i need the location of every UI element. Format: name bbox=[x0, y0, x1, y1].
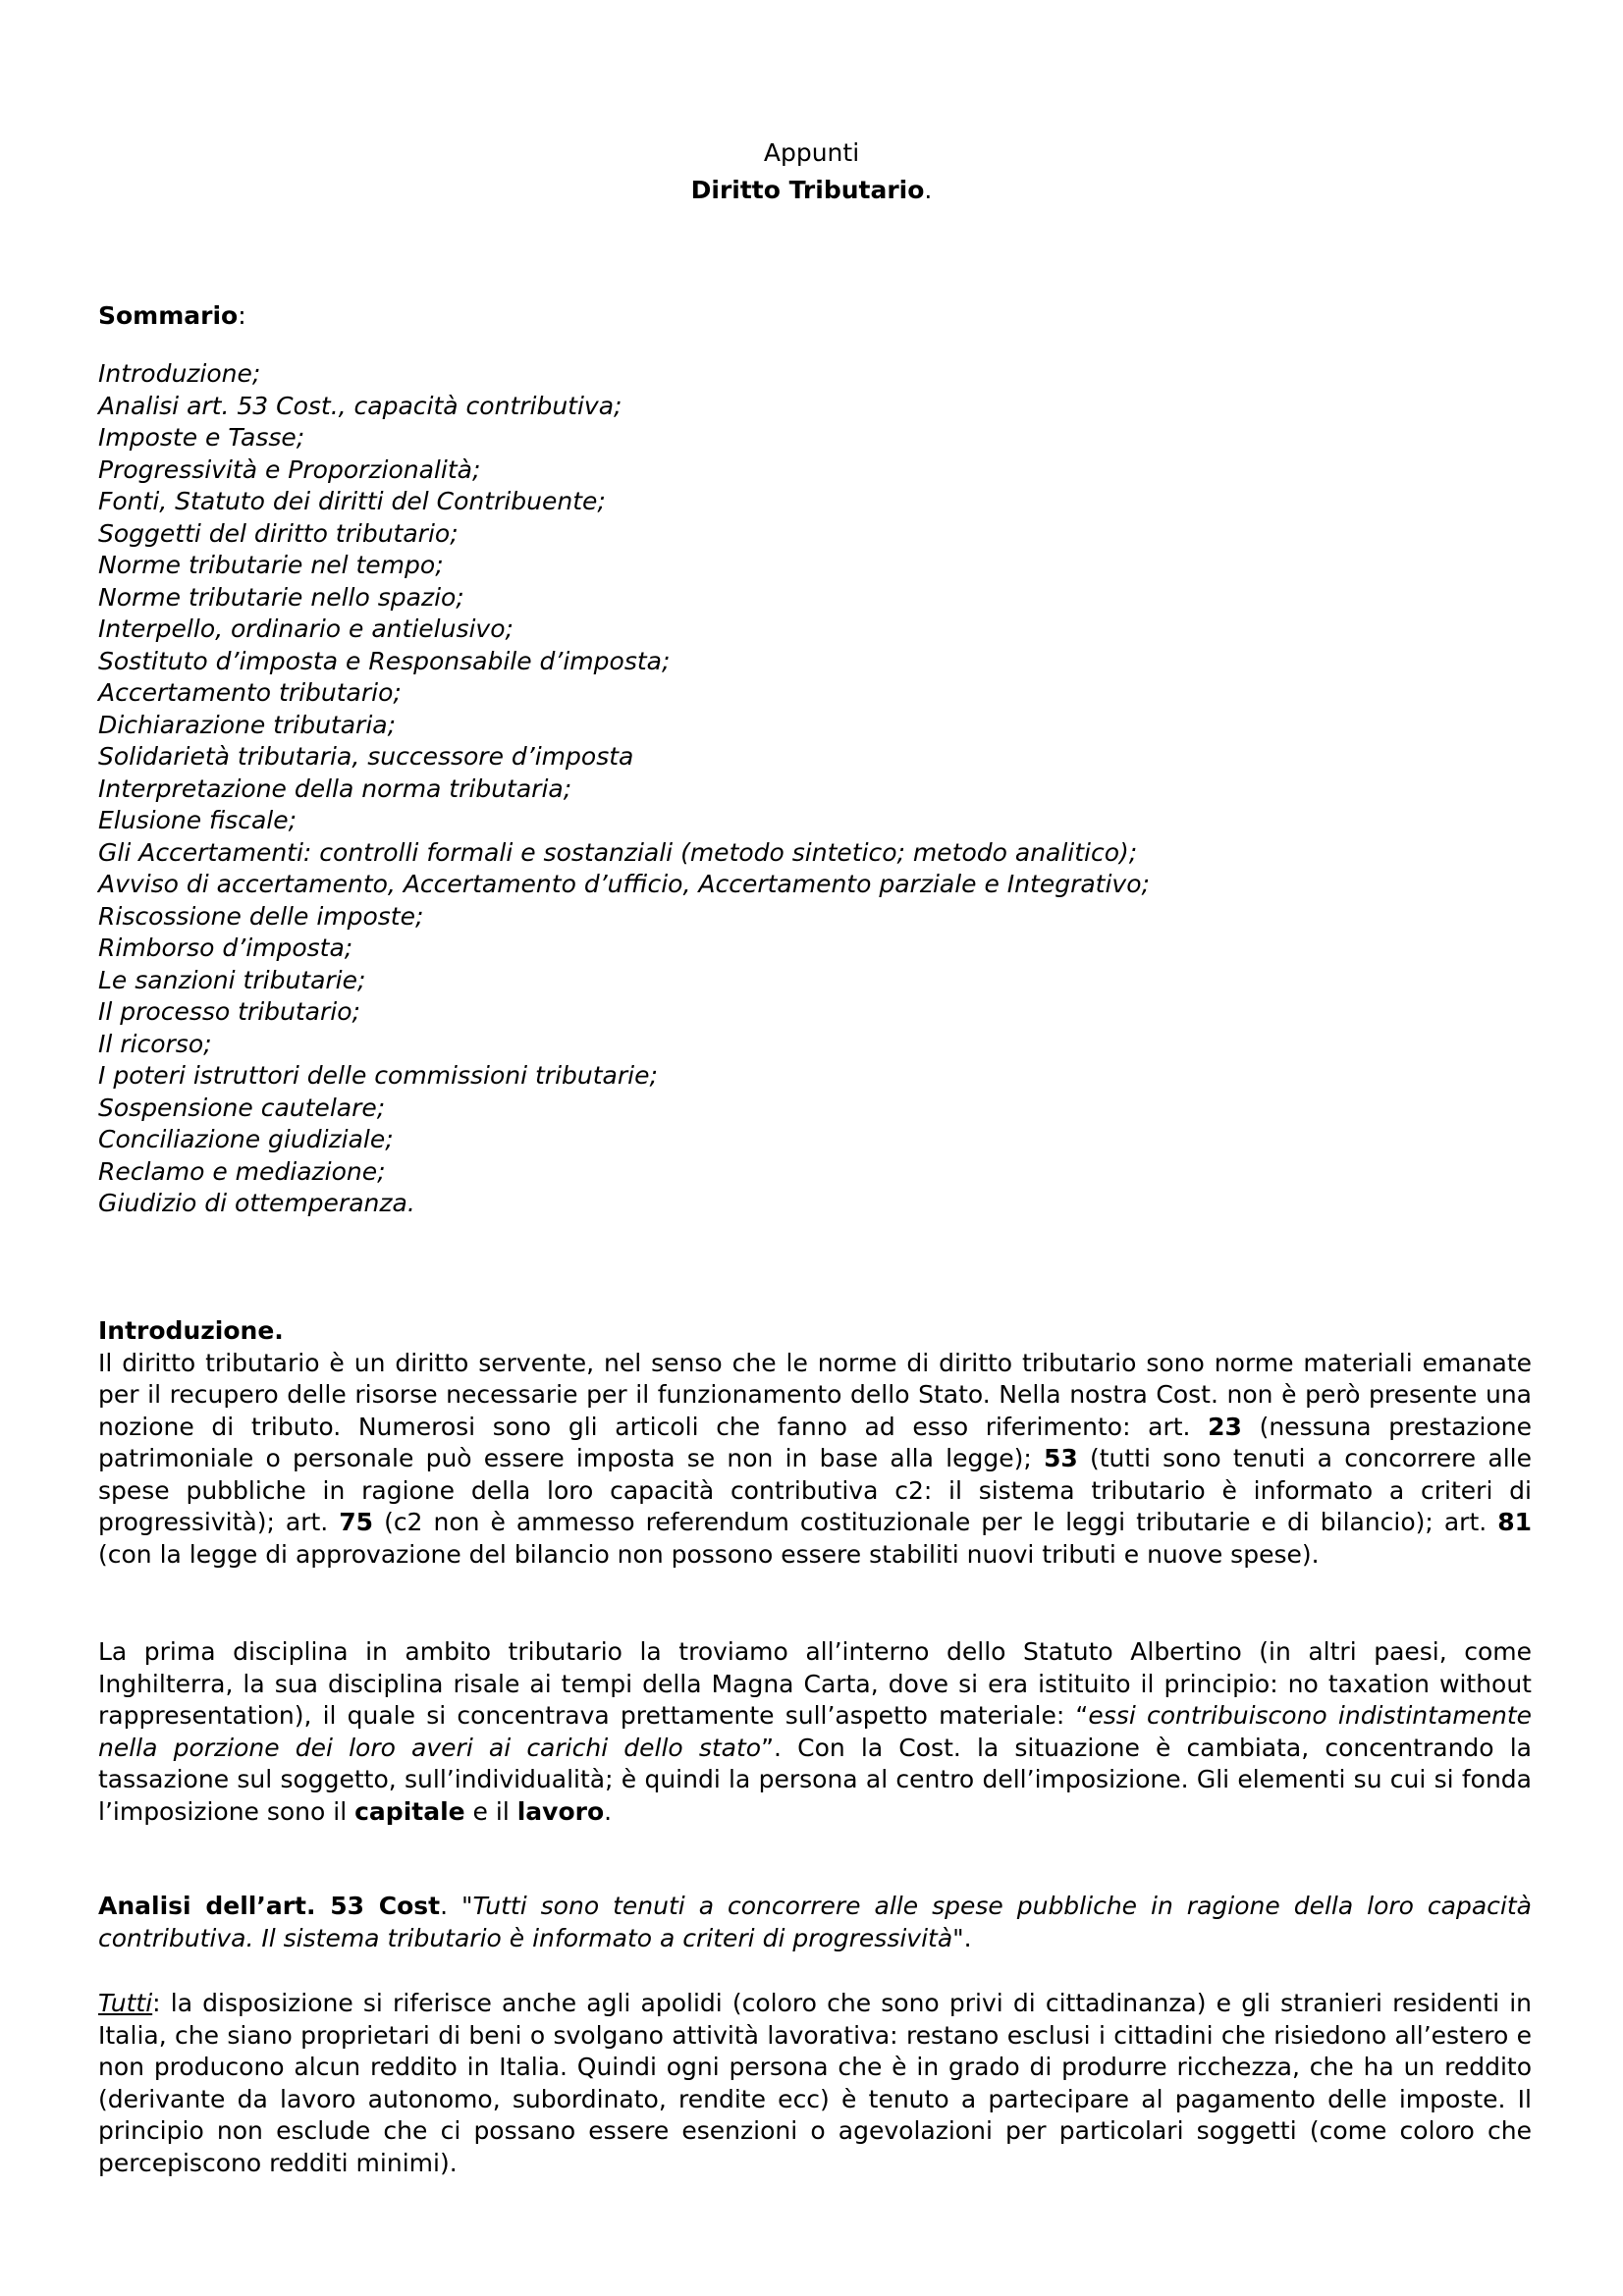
article-ref-53: 53 bbox=[1043, 1444, 1078, 1472]
summary-list bbox=[98, 358, 1532, 1220]
article-ref-23: 23 bbox=[1208, 1412, 1242, 1441]
section-analisi-art53 bbox=[98, 1891, 1532, 1954]
summary-item: Soggetti del diritto tributario; bbox=[98, 518, 459, 548]
introduzione-paragraph-2 bbox=[98, 1636, 1532, 1828]
summary-item: Norme tributarie nel tempo; bbox=[98, 551, 444, 579]
summary-item: Sostituto d’imposta e Responsabile d’imposta; bbox=[98, 646, 671, 675]
text-run: (con la legge di approvazione del bilancio non possono essere stabiliti nuovi tributi e nuove spese). bbox=[98, 1539, 1320, 1569]
analisi-heading: Analisi dell’art. 53 Cost bbox=[98, 1892, 441, 1920]
tutti-paragraph bbox=[98, 1988, 1532, 2179]
summary-heading-suffix: : bbox=[238, 301, 246, 330]
summary-item: Interpello, ordinario e antielusivo; bbox=[98, 614, 514, 643]
text-run: ”. Con la Cost. la situazione è cambiata, concentrando la tassazione sul soggetto, sull’individualità; è quindi la persona al centro dell’imposizione. Gli elementi su cui si fonda l’imposizione sono il bbox=[98, 1733, 1532, 1826]
summary-item: Norme tributarie nello spazio; bbox=[98, 582, 464, 612]
summary-item: Interpretazione della norma tributaria; bbox=[98, 774, 572, 803]
header-title: Diritto Tributario bbox=[690, 176, 925, 204]
text-run: Il diritto tributario è un diritto servente, nel senso che le norme di diritto tributario sono norme materiali emanate per il recupero delle risorse necessarie per il funzionamento dello Stato. Nella nostra Cost. non è però presente una nozione di tributo. Numerosi sono gli articoli che fanno ad esso riferimento: art. bbox=[98, 1348, 1532, 1441]
text-run: La prima disciplina in ambito tributario la troviamo all’interno dello Statuto Albertino (in altri paesi, come Inghilterra, la sua disciplina risale ai tempi della Magna Carta, dove si era istituito il principio: no taxation without rappresentation), il quale si concentrava prettamente sull’aspetto materiale: “ bbox=[98, 1637, 1532, 1730]
summary-item: Elusione fiscale; bbox=[98, 806, 298, 834]
text-run: (tutti sono tenuti a concorrere alle spese pubbliche in ragione della loro capacità contributiva c2: il sistema tributario è informato a criteri di progressività); art. bbox=[98, 1444, 1532, 1536]
summary-item: Sospensione cautelare; bbox=[98, 1093, 386, 1122]
summary-item: Fonti, Statuto dei diritti del Contribuente; bbox=[98, 487, 606, 515]
summary-heading bbox=[98, 296, 1532, 336]
header-title-suffix: . bbox=[924, 176, 933, 204]
summary-item: Progressività e Proporzionalità; bbox=[98, 454, 481, 484]
statuto-quote: essi contribuiscono indistintamente nella porzione dei loro averi ai carichi dello stato bbox=[98, 1701, 1533, 1762]
summary-item: Il processo tributario; bbox=[98, 997, 360, 1026]
summary-item: Il ricorso; bbox=[98, 1029, 212, 1058]
art53-quote: Tutti sono tenuti a concorrere alle spese pubbliche in ragione della loro capacità contributiva. Il sistema tributario è informato a criteri di progressività bbox=[98, 1892, 1532, 1952]
summary-item: Solidarietà tributaria, successore d’imposta bbox=[98, 742, 634, 771]
introduzione-paragraph-1 bbox=[98, 1348, 1532, 1572]
article-ref-81: 81 bbox=[1497, 1508, 1532, 1536]
header-title-line bbox=[0, 172, 1623, 209]
summary-item: Rimborso d’imposta; bbox=[98, 934, 353, 962]
text-run: e il bbox=[464, 1796, 517, 1826]
summary-item: Imposte e Tasse; bbox=[98, 423, 305, 452]
summary-item: Conciliazione giudiziale; bbox=[98, 1125, 394, 1153]
article-ref-75: 75 bbox=[339, 1508, 374, 1536]
summary-item: Introduzione; bbox=[98, 359, 261, 388]
text-run: (c2 non è ammesso referendum costituzionale per le leggi tributarie e di bilancio); art. bbox=[373, 1508, 1498, 1536]
summary-item: Riscossione delle imposte; bbox=[98, 901, 424, 931]
summary-item: Reclamo e mediazione; bbox=[98, 1156, 386, 1186]
term-capitale: capitale bbox=[354, 1796, 465, 1826]
summary-item: Accertamento tributario; bbox=[98, 678, 402, 707]
summary-item: Analisi art. 53 Cost., capacità contributiva; bbox=[98, 391, 622, 420]
text-run: (nessuna prestazione patrimoniale o personale può essere imposta se non in base alla legge); bbox=[98, 1412, 1532, 1472]
document-header bbox=[0, 134, 1623, 209]
term-tutti: Tutti bbox=[98, 1989, 153, 2017]
summary-item: Avviso di accertamento, Accertamento d’ufficio, Accertamento parziale e Integrativo; bbox=[98, 870, 1150, 898]
text-run: . bbox=[604, 1796, 613, 1826]
term-lavoro: lavoro bbox=[516, 1796, 605, 1826]
text-run: . " bbox=[440, 1892, 473, 1920]
summary-heading-text: Sommario bbox=[98, 301, 239, 330]
summary-item: Gli Accertamenti: controlli formali e sostanziali (metodo sintetico; metodo analitico); bbox=[98, 837, 1138, 867]
header-subtitle: Appunti bbox=[763, 138, 860, 167]
text-run: : la disposizione si riferisce anche agli apolidi (coloro che sono privi di cittadinanza) e gli stranieri residenti in Italia, che siano proprietari di beni o svolgano attività lavorativa: restano esclusi i cittadini che risiedono all’estero e non producono alcun reddito in Italia. Quindi ogni persona che è in grado di produrre ricchezza, che ha un reddito (derivante da lavoro autonomo, subordinato, rendite ecc) è tenuto a partecipare al pagamento delle imposte. Il principio non esclude che ci possano essere esenzioni o agevolazioni per particolari soggetti (come coloro che percepiscono redditi minimi). bbox=[98, 1989, 1532, 2177]
summary-item: Le sanzioni tributarie; bbox=[98, 965, 366, 994]
introduzione-heading: Introduzione. bbox=[98, 1316, 284, 1345]
summary-item: Giudizio di ottemperanza. bbox=[98, 1189, 415, 1217]
summary-item: Dichiarazione tributaria; bbox=[98, 710, 397, 739]
text-run: ". bbox=[952, 1923, 972, 1952]
summary-item: I poteri istruttori delle commissioni tributarie; bbox=[98, 1061, 658, 1090]
section-introduzione bbox=[98, 1315, 1532, 1571]
